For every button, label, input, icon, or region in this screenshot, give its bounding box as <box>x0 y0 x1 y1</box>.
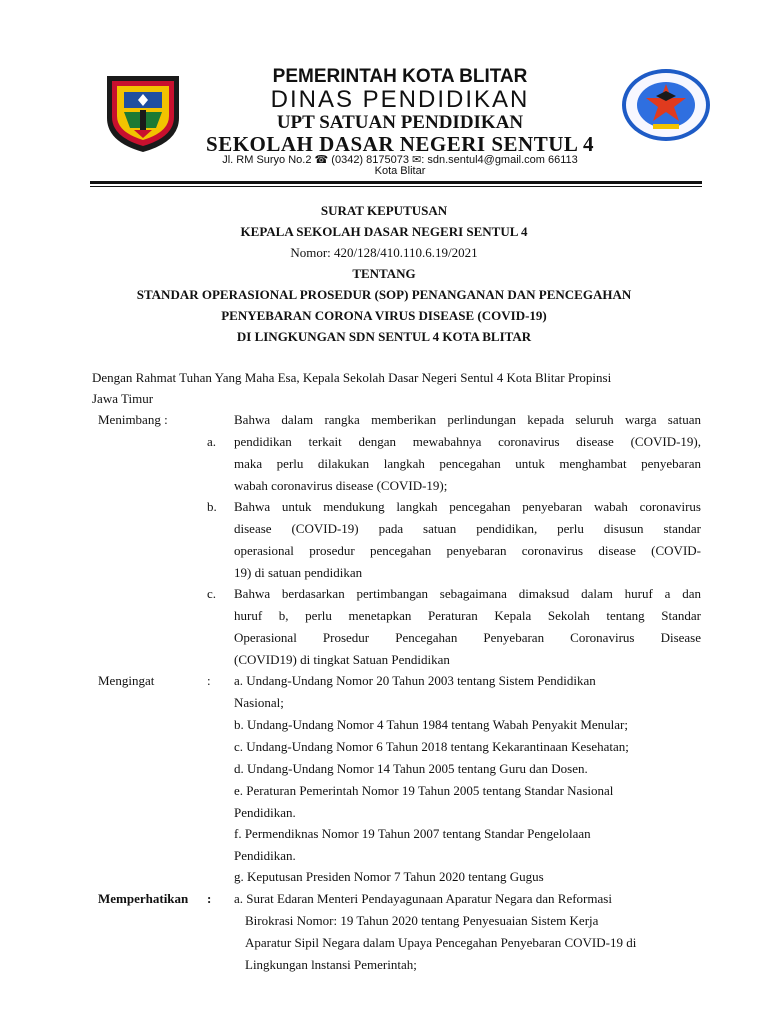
menimbang-c-line: huruf b, perlu menetapkan Peraturan Kepala Sekolah tentang Standar <box>234 608 701 623</box>
decree-issuer: KEPALA SEKOLAH DASAR NEGERI SENTUL 4 <box>240 224 528 239</box>
menimbang-b-line: operasional prosedur pencegahan penyebaran coronavirus disease (COVID- <box>234 543 701 558</box>
subject-line-1: STANDAR OPERASIONAL PROSEDUR (SOP) PENANGANAN DAN PENCEGAHAN <box>136 287 632 302</box>
mengingat-item: a. Undang-Undang Nomor 20 Tahun 2003 tentang Sistem Pendidikan <box>234 673 596 688</box>
memperhatikan-colon: : <box>207 891 212 906</box>
memperhatikan-line: a. Surat Edaran Menteri Pendayagunaan Aparatur Negara dan Reformasi <box>234 891 612 906</box>
menimbang-c-line: Operasional Prosedur Pencegahan Penyebaran Coronavirus Disease <box>234 630 701 645</box>
city: Kota Blitar <box>374 165 426 177</box>
mengingat-item: Nasional; <box>234 695 284 710</box>
mengingat-item: c. Undang-Undang Nomor 6 Tahun 2018 tentang Kekarantinaan Kesehatan; <box>234 739 629 754</box>
memperhatikan-line: Birokrasi Nomor: 19 Tahun 2020 tentang Penyesuaian Sistem Kerja <box>245 913 599 928</box>
menimbang-marker-c: c. <box>207 586 217 601</box>
mengingat-item: Pendidikan. <box>234 848 296 863</box>
menimbang-a-line: maka perlu dilakukan langkah pencegahan untuk menghambat penyebaran <box>234 456 701 471</box>
menimbang-item-a <box>234 412 701 500</box>
memperhatikan-line: Lingkungan lnstansi Pemerintah; <box>245 957 417 972</box>
kota-blitar-emblem <box>104 72 182 154</box>
phone: (0342) 8175073 <box>331 154 409 166</box>
menimbang-c-line: Bahwa berdasarkan pertimbangan sebagaimana dimaksud dalam huruf a dan <box>234 586 701 601</box>
mengingat-item: b. Undang-Undang Nomor 4 Tahun 1984 tentang Wabah Penyakit Menular; <box>234 717 628 732</box>
letterhead-rule-thick <box>90 181 702 184</box>
menimbang-a-line: Bahwa dalam rangka memberikan perlindungan kepada seluruh warga satuan <box>234 412 701 427</box>
mengingat-item: d. Undang-Undang Nomor 14 Tahun 2005 tentang Guru dan Dosen. <box>234 761 588 776</box>
unit-name: UPT SATUAN PENDIDIKAN <box>276 112 524 133</box>
mengingat-label: Mengingat <box>98 673 155 688</box>
decree-number: Nomor: 420/128/410.110.6.19/2021 <box>290 245 478 260</box>
letterhead-rule-thin <box>90 186 702 187</box>
email: sdn.sentul4@gmail.com 66113 <box>427 154 578 166</box>
menimbang-label: Menimbang : <box>98 412 168 427</box>
menimbang-item-b <box>234 499 701 587</box>
mengingat-item: f. Permendiknas Nomor 19 Tahun 2007 tentang Standar Pengelolaan <box>234 826 591 841</box>
menimbang-marker-b: b. <box>207 499 217 514</box>
mengingat-item: e. Peraturan Pemerintah Nomor 19 Tahun 2005 tentang Standar Nasional <box>234 783 614 798</box>
government-name: PEMERINTAH KOTA BLITAR <box>272 66 528 87</box>
phone-icon: ☎ <box>314 154 329 166</box>
tentang-heading: TENTANG <box>352 266 416 281</box>
menimbang-b-line: disease (COVID-19) pada satuan pendidikan, perlu disusun standar <box>234 521 701 536</box>
menimbang-b-line: Bahwa untuk mendukung langkah pencegahan penyebaran wabah coronavirus <box>234 499 701 514</box>
menimbang-marker-a: a. <box>207 434 217 449</box>
menimbang-a-line: wabah coronavirus disease (COVID-19); <box>234 478 448 493</box>
subject-line-3: DI LINGKUNGAN SDN SENTUL 4 KOTA BLITAR <box>236 329 532 344</box>
school-name: SEKOLAH DASAR NEGERI SENTUL 4 <box>206 132 594 156</box>
intro-line-1: Dengan Rahmat Tuhan Yang Maha Esa, Kepala Sekolah Dasar Negeri Sentul 4 Kota Blitar Propinsi <box>92 370 612 385</box>
memperhatikan-label: Memperhatikan <box>98 891 189 906</box>
menimbang-a-line: pendidikan terkait dengan mewabahnya coronavirus disease (COVID-19), <box>234 434 701 449</box>
menimbang-b-line: 19) di satuan pendidikan <box>234 565 363 580</box>
mail-icon: ✉: <box>412 154 425 166</box>
address: Jl. RM Suryo No.2 <box>222 154 312 166</box>
memperhatikan-line: Aparatur Sipil Negara dalam Upaya Pencegahan Penyebaran COVID-19 di <box>245 935 637 950</box>
subject-line-2: PENYEBARAN CORONA VIRUS DISEASE (COVID-19) <box>221 308 547 323</box>
menimbang-item-c <box>234 586 701 674</box>
mengingat-item: Pendidikan. <box>234 805 296 820</box>
intro-line-2: Jawa Timur <box>92 391 154 406</box>
department-name: DINAS PENDIDIKAN <box>270 86 530 113</box>
mengingat-colon: : <box>207 673 211 688</box>
mengingat-item: g. Keputusan Presiden Nomor 7 Tahun 2020 tentang Gugus <box>234 869 544 884</box>
menimbang-c-line: (COVID19) di tingkat Satuan Pendidikan <box>234 652 450 667</box>
decree-title: SURAT KEPUTUSAN <box>320 203 448 218</box>
school-emblem <box>620 66 712 144</box>
